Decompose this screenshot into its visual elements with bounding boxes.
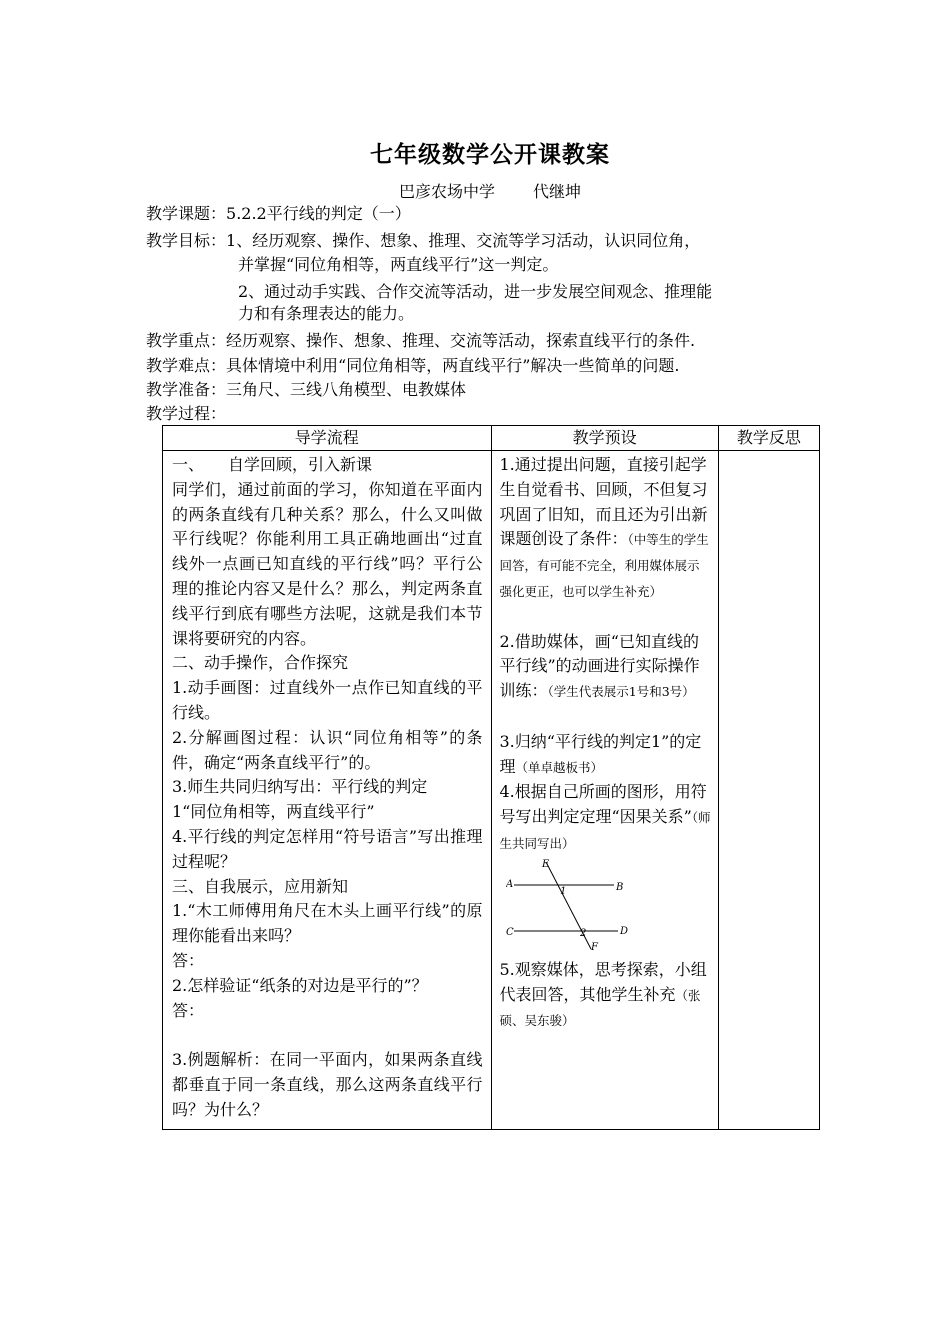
plan-item4 xyxy=(500,780,712,856)
key-point-value: 经历观察、操作、想象、推理、交流等活动，探索直线平行的条件. xyxy=(226,331,696,350)
parallel-lines-figure xyxy=(506,859,636,954)
process-label: 教学过程： xyxy=(146,404,227,423)
section1-text: 同学们，通过前面的学习，你知道在平面内的两条直线有几种关系？那么，什么又叫做平行线呢？你能利用工具正确地画出“过直线外一点画已知直线的平行线”吗？平行公理的推论内容又是什么？那么，判定两条直线平行到底有哪些方法呢，这就是我们本节课将要研究的内容。 xyxy=(172,479,483,648)
section3-answer2: 答： xyxy=(172,1000,205,1020)
goals-line-1 xyxy=(146,229,700,253)
section3-answer1: 答： xyxy=(172,950,205,970)
section3-title: 三、自我展示，应用新知 xyxy=(172,876,349,896)
section2-item3-b: 1“同位角相等，两直线平行” xyxy=(172,802,375,822)
label-e: E xyxy=(541,858,549,870)
plan-item3-main: 3.归纳“平行线的判定1”的定理 xyxy=(499,731,702,776)
teaching-plan-cell xyxy=(491,451,718,1130)
key-point-label: 教学重点： xyxy=(146,331,227,350)
difficulty-line xyxy=(146,354,679,378)
plan-item4-main: 4.根据自己所画的图形，用符号写出判定定理“因果关系” xyxy=(499,782,707,827)
plan-item5-main: 5.观察媒体，思考探索，小组代表回答，其他学生补充 xyxy=(499,959,707,1004)
preparation-line xyxy=(146,378,466,402)
plan-item1-main: 1.通过提出问题，直接引起学生自觉看书、回顾，不但复习巩固了旧知，而且还为引出新课题创设了条件： xyxy=(499,455,708,549)
section1-title: 一、 自学回顾，引入新课 xyxy=(172,455,373,474)
section2-title: 二、动手操作，合作探究 xyxy=(172,653,349,673)
header-guide-flow: 导学流程 xyxy=(163,426,492,451)
goals-item2-line1: 2、通过动手实践、合作交流等活动，进一步发展空间观念、推理能 xyxy=(238,282,713,301)
difficulty-label: 教学难点： xyxy=(146,356,227,375)
section2-item3-a: 3.师生共同归纳写出：平行线的判定 xyxy=(172,777,428,797)
header-teaching-plan: 教学预设 xyxy=(491,426,718,451)
header-reflection: 教学反思 xyxy=(718,426,819,451)
key-point-line xyxy=(146,329,695,353)
plan-item1 xyxy=(500,453,712,605)
label-f: F xyxy=(590,941,598,953)
lesson-table xyxy=(162,425,820,1130)
plan-item5-note: （张硕、吴东骏） xyxy=(499,987,701,1029)
lesson-label: 教学课题： xyxy=(146,204,227,223)
reflection-cell xyxy=(718,451,819,1130)
table-body-row xyxy=(163,451,820,1130)
section3-question3: 3.例题解析：在同一平面内，如果两条直线都垂直于同一条直线，那么这两条直线平行吗？为什么？ xyxy=(172,1050,483,1119)
section3-question1: 1.“木工师傅用角尺在木头上画平行线”的原理你能看出来吗？ xyxy=(172,901,483,946)
goals-item1-line1: 1、经历观察、操作、想象、推理、交流等学习活动，认识同位角， xyxy=(226,231,701,250)
difficulty-value: 具体情境中利用“同位角相等，两直线平行”解决一些简单的问题. xyxy=(226,356,680,375)
author-line xyxy=(0,179,950,202)
preparation-label: 教学准备： xyxy=(146,380,227,399)
teacher-name: 代继坤 xyxy=(533,182,582,201)
page-title: 七年级数学公开课教案 xyxy=(370,142,610,168)
guide-flow-cell xyxy=(163,451,492,1130)
lesson-value: 5.2.2平行线的判定（一） xyxy=(226,204,411,223)
section2-item4: 4.平行线的判定怎样用“符号语言”写出推理过程呢？ xyxy=(172,826,483,871)
plan-item3 xyxy=(500,730,712,781)
label-b: B xyxy=(615,881,623,893)
plan-item2-main: 2.借助媒体，画“已知直线的平行线”的动画进行实际操作训练： xyxy=(499,631,700,701)
section3-question2: 2.怎样验证“纸条的对边是平行的”？ xyxy=(172,975,428,995)
table-header-row xyxy=(163,426,820,451)
preparation-value: 三角尺、三线八角模型、电教媒体 xyxy=(226,380,467,399)
goals-item2-line2: 力和有条理表达的能力。 xyxy=(238,304,415,323)
label-angle-1: 1 xyxy=(559,885,566,897)
goals-label: 教学目标： xyxy=(146,231,227,250)
plan-item5 xyxy=(500,958,712,1034)
label-c: C xyxy=(505,926,514,938)
label-a: A xyxy=(505,878,513,890)
plan-item2 xyxy=(500,630,712,705)
goals-item1-line2: 并掌握“同位角相等，两直线平行”这一判定。 xyxy=(238,255,559,274)
plan-item4-note: （师生共同写出） xyxy=(499,810,711,851)
plan-item3-note: （单卓越板书） xyxy=(515,759,604,775)
school-name: 巴彦农场中学 xyxy=(398,182,495,201)
lesson-line xyxy=(146,202,411,226)
label-d: D xyxy=(619,925,628,937)
label-angle-2: 2 xyxy=(579,927,586,939)
section2-item1: 1.动手画图：过直线外一点作已知直线的平行线。 xyxy=(172,678,483,722)
plan-item1-note: （中等生的学生回答，有可能不完全，利用媒体展示强化更正，也可以学生补充） xyxy=(499,532,709,599)
plan-item2-note: （学生代表展示1号和3号） xyxy=(547,684,695,700)
section2-item2: 2.分解画图过程：认识“同位角相等”的条件，确定“两条直线平行”的。 xyxy=(172,727,483,772)
